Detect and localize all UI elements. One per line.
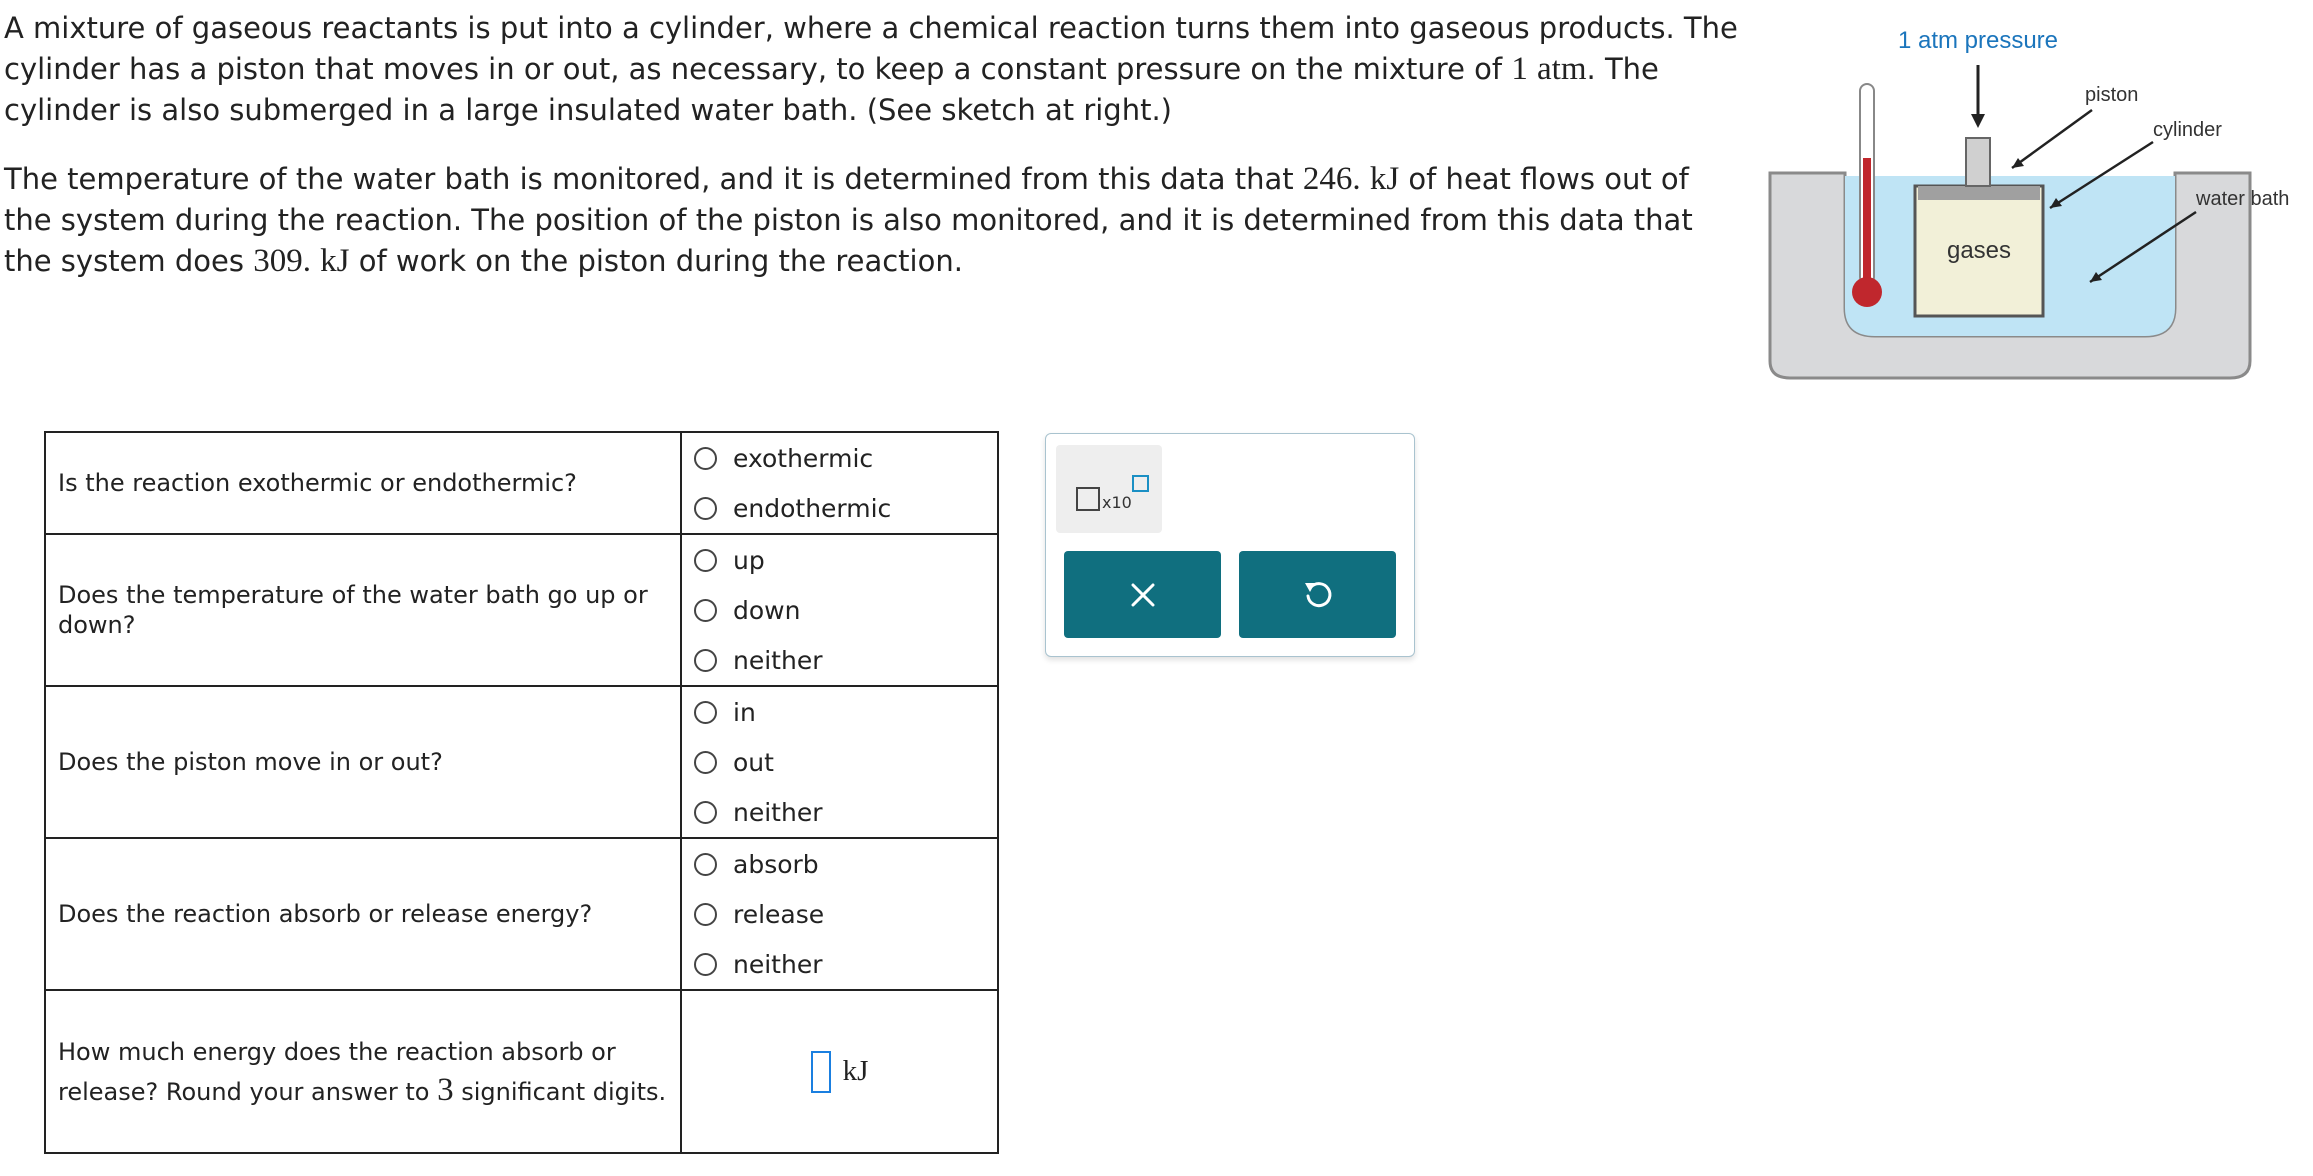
radio-button[interactable] bbox=[694, 751, 717, 774]
option-absorb[interactable]: absorb bbox=[694, 839, 985, 889]
option-in[interactable]: in bbox=[694, 687, 985, 737]
paragraph-1: A mixture of gaseous reactants is put into a cylinder, where a chemical reaction turns them into gaseous products. The cylinder has a piston that moves in or out, as necessary, to keep a constant pressure on the mixture of 1 atm. The cylinder is also submerged in a large insulated water bath. (See sketch at right.) bbox=[4, 11, 1738, 127]
apparatus-sketch bbox=[1760, 18, 2310, 388]
radio-button[interactable] bbox=[694, 549, 717, 572]
question-row-exo-endo bbox=[45, 432, 998, 534]
option-neither[interactable]: neither bbox=[694, 939, 985, 989]
question-row-energy bbox=[45, 838, 998, 990]
answer-options bbox=[681, 534, 998, 686]
question-table bbox=[44, 431, 999, 1154]
option-endothermic[interactable]: endothermic bbox=[694, 483, 985, 533]
base-box-icon bbox=[1076, 487, 1100, 511]
exponent-box-icon bbox=[1132, 475, 1149, 492]
scientific-notation-button[interactable] bbox=[1056, 445, 1162, 533]
question-text: How much energy does the reaction absorb or release? Round your answer to 3 significant digits. bbox=[45, 990, 681, 1153]
answer-options bbox=[681, 432, 998, 534]
option-neither[interactable]: neither bbox=[694, 787, 985, 837]
option-neither[interactable]: neither bbox=[694, 635, 985, 685]
undo-button[interactable] bbox=[1239, 551, 1396, 638]
option-exothermic[interactable]: exothermic bbox=[694, 433, 985, 483]
question-text: Is the reaction exothermic or endothermic? bbox=[45, 432, 681, 534]
paragraph-2: The temperature of the water bath is monitored, and it is determined from this data that 246. kJ of heat flows out of the system during the reaction. The position of the piston is also monitored, and it is determined from this data that the system does 309. kJ of work on the piston during the reaction. bbox=[4, 161, 1693, 279]
radio-button[interactable] bbox=[694, 801, 717, 824]
option-up[interactable]: up bbox=[694, 535, 985, 585]
piston bbox=[1918, 186, 2040, 200]
multiplier-label: x10 bbox=[1102, 493, 1132, 512]
radio-button[interactable] bbox=[694, 599, 717, 622]
question-row-piston bbox=[45, 686, 998, 838]
piston-label: piston bbox=[2085, 84, 2139, 106]
problem-statement bbox=[4, 8, 1744, 310]
clear-button[interactable] bbox=[1064, 551, 1221, 638]
pressure-label: 1 atm pressure bbox=[1897, 27, 2059, 54]
x-icon bbox=[1126, 578, 1160, 612]
undo-icon bbox=[1301, 578, 1335, 612]
answer-toolbar bbox=[1045, 433, 1415, 657]
radio-button[interactable] bbox=[694, 903, 717, 926]
radio-button[interactable] bbox=[694, 497, 717, 520]
option-down[interactable]: down bbox=[694, 585, 985, 635]
question-text: Does the piston move in or out? bbox=[45, 686, 681, 838]
question-row-amount bbox=[45, 990, 998, 1153]
question-text: Does the temperature of the water bath go up or down? bbox=[45, 534, 681, 686]
radio-button[interactable] bbox=[694, 701, 717, 724]
answer-input-cell bbox=[681, 990, 998, 1153]
radio-button[interactable] bbox=[694, 853, 717, 876]
answer-options bbox=[681, 686, 998, 838]
cylinder-label: cylinder bbox=[2153, 119, 2222, 141]
radio-button[interactable] bbox=[694, 649, 717, 672]
water-bath-label: water bath bbox=[2196, 188, 2290, 210]
gases-label: gases bbox=[1946, 237, 2012, 264]
question-row-temperature bbox=[45, 534, 998, 686]
unit-label: kJ bbox=[842, 1055, 869, 1087]
option-release[interactable]: release bbox=[694, 889, 985, 939]
radio-button[interactable] bbox=[694, 447, 717, 470]
energy-answer-input[interactable] bbox=[811, 1051, 831, 1093]
answer-options bbox=[681, 838, 998, 990]
option-out[interactable]: out bbox=[694, 737, 985, 787]
question-text: Does the reaction absorb or release energy? bbox=[45, 838, 681, 990]
radio-button[interactable] bbox=[694, 953, 717, 976]
